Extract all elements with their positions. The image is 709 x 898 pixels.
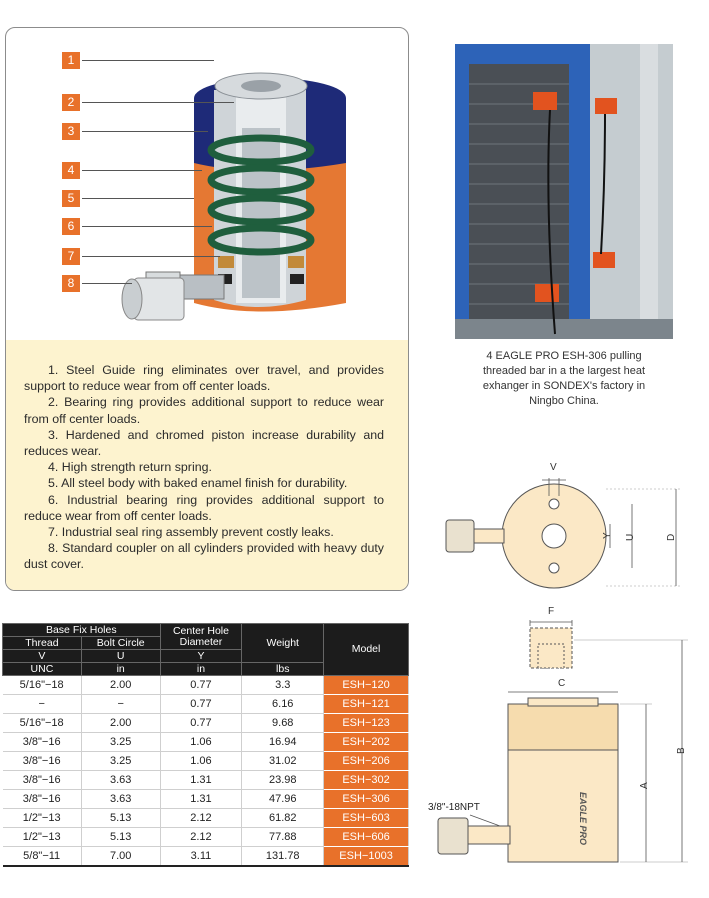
cell-model: ESH−206 [324, 752, 409, 771]
dim-c: C [558, 678, 566, 689]
cell-center-hole: 1.31 [160, 771, 242, 790]
header-base-fix-holes: Base Fix Holes [3, 624, 161, 637]
cell-weight: 31.02 [242, 752, 324, 771]
cell-thread: 1/2"−13 [3, 828, 82, 847]
cell-center-hole: 1.31 [160, 790, 242, 809]
cell-bolt-circle: 2.00 [81, 714, 160, 733]
cell-bolt-circle: 5.13 [81, 828, 160, 847]
callout-leader [82, 170, 202, 171]
header-unit-unc: UNC [3, 663, 82, 676]
table-row [3, 771, 409, 790]
table-row [3, 828, 409, 847]
cell-model: ESH−121 [324, 695, 409, 714]
table-row [3, 714, 409, 733]
top-view-diagram-icon [432, 456, 692, 598]
cell-center-hole: 3.11 [160, 847, 242, 867]
caption-line: exhanger in SONDEX's factory in [482, 380, 646, 392]
dim-u: U [625, 533, 636, 541]
callout-7: 7 [62, 248, 80, 265]
cell-model: ESH−1003 [324, 847, 409, 867]
callout-2: 2 [62, 94, 80, 111]
callout-4: 4 [62, 162, 80, 179]
cell-center-hole: 2.12 [160, 809, 242, 828]
cell-model: ESH−302 [324, 771, 409, 790]
cell-center-hole: 1.06 [160, 752, 242, 771]
header-model: Model [324, 624, 409, 676]
cell-model: ESH−606 [324, 828, 409, 847]
cell-thread: 3/8"−16 [3, 733, 82, 752]
header-weight: Weight [242, 624, 324, 663]
callout-8: 8 [62, 275, 80, 292]
caption-line: 4 EAGLE PRO ESH-306 pulling [486, 350, 642, 362]
table-row [3, 809, 409, 828]
cell-model: ESH−603 [324, 809, 409, 828]
cell-center-hole: 0.77 [160, 695, 242, 714]
feature-panel [5, 27, 409, 591]
cylinder-cutaway-icon [6, 28, 408, 340]
dim-f: F [548, 606, 555, 617]
cell-center-hole: 0.77 [160, 676, 242, 695]
header-symbol-u: U [81, 650, 160, 663]
table-row [3, 676, 409, 695]
feature-item: 6. Industrial bearing ring provides additional support to reduce wear from off center loads. [24, 492, 384, 523]
callout-5: 5 [62, 190, 80, 207]
cell-model: ESH−123 [324, 714, 409, 733]
cell-model: ESH−306 [324, 790, 409, 809]
callout-leader [82, 60, 214, 61]
cell-weight: 47.96 [242, 790, 324, 809]
cell-bolt-circle: 3.63 [81, 771, 160, 790]
callout-leader [82, 198, 194, 199]
dim-b: B [676, 747, 687, 754]
cell-weight: 61.82 [242, 809, 324, 828]
cell-weight: 3.3 [242, 676, 324, 695]
callout-leader [82, 283, 132, 284]
feature-list [6, 340, 408, 573]
header-symbol-v: V [3, 650, 82, 663]
header-bolt-circle: Bolt Circle [81, 637, 160, 650]
heat-exchanger-photo-icon [455, 44, 673, 339]
cutaway-illustration [6, 28, 408, 340]
table-row [3, 847, 409, 867]
header-unit-lbs: lbs [242, 663, 324, 676]
dim-d: D [666, 533, 677, 541]
feature-item: 4. High strength return spring. [48, 460, 212, 475]
cell-thread: 5/16"−18 [3, 714, 82, 733]
cell-bolt-circle: − [81, 695, 160, 714]
table-row [3, 790, 409, 809]
cell-bolt-circle: 3.25 [81, 752, 160, 771]
header-unit-in: in [160, 663, 242, 676]
side-view-drawing [420, 600, 700, 875]
callout-6: 6 [62, 218, 80, 235]
callout-3: 3 [62, 123, 80, 140]
cell-bolt-circle: 5.13 [81, 809, 160, 828]
cell-thread: 3/8"−16 [3, 771, 82, 790]
cell-center-hole: 1.06 [160, 733, 242, 752]
dim-a: A [639, 782, 650, 789]
callout-1: 1 [62, 52, 80, 69]
side-view-diagram-icon [420, 600, 700, 875]
cell-thread: 5/16"−18 [3, 676, 82, 695]
callout-leader [82, 131, 208, 132]
cell-weight: 77.88 [242, 828, 324, 847]
cell-weight: 16.94 [242, 733, 324, 752]
cell-thread: 1/2"−13 [3, 809, 82, 828]
top-view-drawing [432, 456, 692, 598]
header-unit-in: in [81, 663, 160, 676]
cell-center-hole: 2.12 [160, 828, 242, 847]
cell-weight: 131.78 [242, 847, 324, 867]
feature-item: 1. Steel Guide ring eliminates over travel, and provides support to reduce wear from off center loads. [24, 363, 384, 394]
caption-line: Ningbo China. [529, 395, 599, 407]
cell-model: ESH−202 [324, 733, 409, 752]
cell-weight: 23.98 [242, 771, 324, 790]
header-symbol-y: Y [160, 650, 242, 663]
feature-description [6, 340, 408, 590]
callout-leader [82, 102, 234, 103]
cell-center-hole: 0.77 [160, 714, 242, 733]
table-row [3, 695, 409, 714]
cell-thread: 5/8"−11 [3, 847, 82, 867]
header-thread: Thread [3, 637, 82, 650]
cell-model: ESH−120 [324, 676, 409, 695]
table-row [3, 733, 409, 752]
cell-bolt-circle: 7.00 [81, 847, 160, 867]
brand-text: EAGLE PRO [578, 792, 588, 846]
cell-weight: 9.68 [242, 714, 324, 733]
callout-leader [82, 226, 212, 227]
caption-line: threaded bar in a the largest heat [482, 365, 646, 377]
feature-item: 8. Standard coupler on all cylinders provided with heavy duty dust cover. [24, 541, 384, 572]
feature-item: 3. Hardened and chromed piston increase durability and reduces wear. [24, 427, 384, 459]
feature-item: 7. Industrial seal ring assembly prevent costly leaks. [48, 525, 334, 540]
dim-y: Y [602, 532, 613, 539]
cell-thread: 3/8"−16 [3, 790, 82, 809]
cell-thread: − [3, 695, 82, 714]
cell-thread: 3/8"−16 [3, 752, 82, 771]
factory-photo [455, 44, 673, 339]
feature-item: 2. Bearing ring provides additional support to reduce wear from off center loads. [24, 395, 384, 426]
port-label: 3/8"-18NPT [428, 802, 480, 813]
cell-bolt-circle: 2.00 [81, 676, 160, 695]
dim-v: V [550, 462, 557, 473]
callout-leader [82, 256, 220, 257]
cell-bolt-circle: 3.63 [81, 790, 160, 809]
photo-caption [440, 349, 688, 409]
table-row [3, 752, 409, 771]
feature-item: 5. All steel body with baked enamel finish for durability. [48, 476, 348, 491]
cell-weight: 6.16 [242, 695, 324, 714]
cell-bolt-circle: 3.25 [81, 733, 160, 752]
header-center-hole: Center Hole Diameter [160, 624, 242, 650]
specifications-table [2, 623, 409, 867]
